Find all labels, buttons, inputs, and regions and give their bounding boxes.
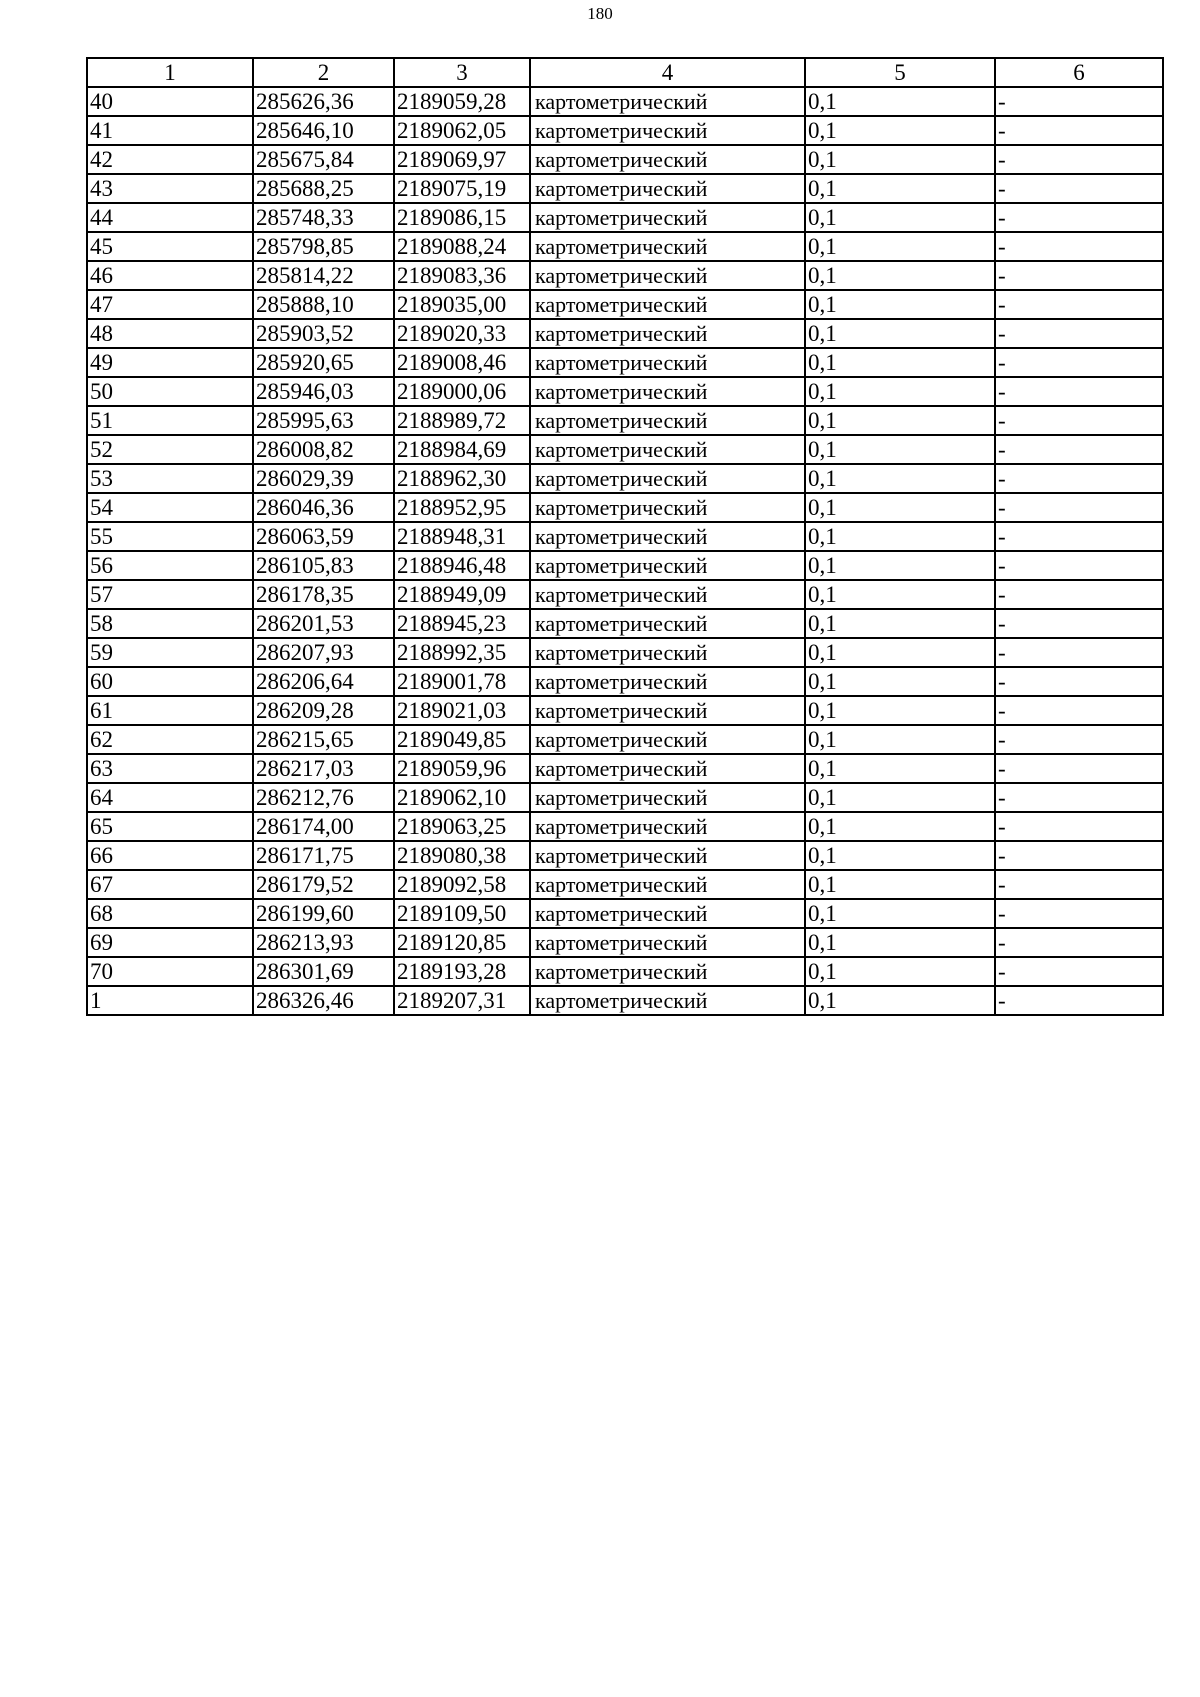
coordinates-table xyxy=(86,57,1164,1016)
cell-point-number: 54 xyxy=(87,493,253,522)
cell-y-coordinate: 2189062,05 xyxy=(394,116,530,145)
cell-note: - xyxy=(995,290,1163,319)
page-number: 180 xyxy=(587,4,613,23)
table-body xyxy=(87,87,1163,1015)
cell-method: картометрический xyxy=(530,464,805,493)
cell-note: - xyxy=(995,812,1163,841)
cell-note: - xyxy=(995,522,1163,551)
cell-method: картометрический xyxy=(530,203,805,232)
table-row xyxy=(87,464,1163,493)
cell-y-coordinate: 2189001,78 xyxy=(394,667,530,696)
cell-note: - xyxy=(995,957,1163,986)
cell-x-coordinate: 286209,28 xyxy=(253,696,394,725)
cell-point-number: 58 xyxy=(87,609,253,638)
cell-y-coordinate: 2189069,97 xyxy=(394,145,530,174)
cell-method: картометрический xyxy=(530,116,805,145)
cell-accuracy: 0,1 xyxy=(805,609,995,638)
cell-y-coordinate: 2189207,31 xyxy=(394,986,530,1015)
cell-y-coordinate: 2188962,30 xyxy=(394,464,530,493)
cell-x-coordinate: 286008,82 xyxy=(253,435,394,464)
cell-y-coordinate: 2189000,06 xyxy=(394,377,530,406)
cell-note: - xyxy=(995,580,1163,609)
cell-note: - xyxy=(995,899,1163,928)
cell-accuracy: 0,1 xyxy=(805,638,995,667)
cell-accuracy: 0,1 xyxy=(805,319,995,348)
cell-y-coordinate: 2189086,15 xyxy=(394,203,530,232)
cell-y-coordinate: 2189063,25 xyxy=(394,812,530,841)
cell-note: - xyxy=(995,696,1163,725)
cell-point-number: 44 xyxy=(87,203,253,232)
cell-accuracy: 0,1 xyxy=(805,899,995,928)
cell-accuracy: 0,1 xyxy=(805,290,995,319)
cell-x-coordinate: 285798,85 xyxy=(253,232,394,261)
cell-y-coordinate: 2189083,36 xyxy=(394,261,530,290)
cell-method: картометрический xyxy=(530,261,805,290)
cell-note: - xyxy=(995,232,1163,261)
cell-x-coordinate: 286215,65 xyxy=(253,725,394,754)
cell-accuracy: 0,1 xyxy=(805,667,995,696)
cell-y-coordinate: 2189020,33 xyxy=(394,319,530,348)
cell-method: картометрический xyxy=(530,899,805,928)
cell-point-number: 53 xyxy=(87,464,253,493)
cell-x-coordinate: 286174,00 xyxy=(253,812,394,841)
cell-point-number: 1 xyxy=(87,986,253,1015)
cell-point-number: 63 xyxy=(87,754,253,783)
cell-accuracy: 0,1 xyxy=(805,986,995,1015)
table-row xyxy=(87,725,1163,754)
cell-x-coordinate: 285903,52 xyxy=(253,319,394,348)
cell-method: картометрический xyxy=(530,609,805,638)
cell-accuracy: 0,1 xyxy=(805,464,995,493)
cell-accuracy: 0,1 xyxy=(805,232,995,261)
table-row xyxy=(87,783,1163,812)
cell-note: - xyxy=(995,609,1163,638)
cell-point-number: 41 xyxy=(87,116,253,145)
cell-point-number: 42 xyxy=(87,145,253,174)
cell-note: - xyxy=(995,551,1163,580)
cell-point-number: 65 xyxy=(87,812,253,841)
cell-x-coordinate: 286199,60 xyxy=(253,899,394,928)
cell-point-number: 60 xyxy=(87,667,253,696)
cell-accuracy: 0,1 xyxy=(805,522,995,551)
table-row xyxy=(87,290,1163,319)
cell-x-coordinate: 285946,03 xyxy=(253,377,394,406)
header-cell-2: 2 xyxy=(253,58,394,87)
cell-method: картометрический xyxy=(530,957,805,986)
cell-method: картометрический xyxy=(530,232,805,261)
table-row xyxy=(87,899,1163,928)
cell-note: - xyxy=(995,928,1163,957)
cell-point-number: 49 xyxy=(87,348,253,377)
header-cell-4: 4 xyxy=(530,58,805,87)
table-row xyxy=(87,841,1163,870)
cell-point-number: 46 xyxy=(87,261,253,290)
cell-note: - xyxy=(995,348,1163,377)
table-row xyxy=(87,696,1163,725)
cell-point-number: 67 xyxy=(87,870,253,899)
table-row xyxy=(87,928,1163,957)
cell-method: картометрический xyxy=(530,522,805,551)
cell-note: - xyxy=(995,377,1163,406)
cell-x-coordinate: 286046,36 xyxy=(253,493,394,522)
table-row xyxy=(87,261,1163,290)
cell-y-coordinate: 2188992,35 xyxy=(394,638,530,667)
cell-x-coordinate: 285675,84 xyxy=(253,145,394,174)
cell-accuracy: 0,1 xyxy=(805,812,995,841)
table-row xyxy=(87,812,1163,841)
cell-x-coordinate: 285814,22 xyxy=(253,261,394,290)
cell-point-number: 69 xyxy=(87,928,253,957)
cell-method: картометрический xyxy=(530,406,805,435)
cell-x-coordinate: 286213,93 xyxy=(253,928,394,957)
cell-x-coordinate: 285688,25 xyxy=(253,174,394,203)
cell-note: - xyxy=(995,725,1163,754)
cell-method: картометрический xyxy=(530,841,805,870)
cell-x-coordinate: 285995,63 xyxy=(253,406,394,435)
cell-y-coordinate: 2189080,38 xyxy=(394,841,530,870)
cell-method: картометрический xyxy=(530,435,805,464)
cell-note: - xyxy=(995,261,1163,290)
cell-y-coordinate: 2188945,23 xyxy=(394,609,530,638)
cell-x-coordinate: 286301,69 xyxy=(253,957,394,986)
table-row xyxy=(87,667,1163,696)
cell-x-coordinate: 285748,33 xyxy=(253,203,394,232)
cell-accuracy: 0,1 xyxy=(805,435,995,464)
table-row xyxy=(87,435,1163,464)
cell-accuracy: 0,1 xyxy=(805,493,995,522)
cell-y-coordinate: 2188946,48 xyxy=(394,551,530,580)
cell-x-coordinate: 286171,75 xyxy=(253,841,394,870)
cell-x-coordinate: 285646,10 xyxy=(253,116,394,145)
header-cell-6: 6 xyxy=(995,58,1163,87)
cell-y-coordinate: 2188952,95 xyxy=(394,493,530,522)
cell-accuracy: 0,1 xyxy=(805,870,995,899)
cell-accuracy: 0,1 xyxy=(805,377,995,406)
cell-x-coordinate: 286212,76 xyxy=(253,783,394,812)
table-row xyxy=(87,174,1163,203)
cell-accuracy: 0,1 xyxy=(805,145,995,174)
cell-point-number: 56 xyxy=(87,551,253,580)
cell-point-number: 64 xyxy=(87,783,253,812)
cell-note: - xyxy=(995,319,1163,348)
cell-y-coordinate: 2189035,00 xyxy=(394,290,530,319)
cell-accuracy: 0,1 xyxy=(805,87,995,116)
cell-note: - xyxy=(995,841,1163,870)
cell-method: картометрический xyxy=(530,986,805,1015)
cell-method: картометрический xyxy=(530,551,805,580)
header-row xyxy=(87,58,1163,87)
table-row xyxy=(87,986,1163,1015)
cell-note: - xyxy=(995,116,1163,145)
cell-x-coordinate: 286178,35 xyxy=(253,580,394,609)
cell-accuracy: 0,1 xyxy=(805,754,995,783)
cell-accuracy: 0,1 xyxy=(805,783,995,812)
cell-method: картометрический xyxy=(530,580,805,609)
cell-accuracy: 0,1 xyxy=(805,174,995,203)
cell-y-coordinate: 2189021,03 xyxy=(394,696,530,725)
cell-x-coordinate: 286326,46 xyxy=(253,986,394,1015)
cell-point-number: 66 xyxy=(87,841,253,870)
cell-accuracy: 0,1 xyxy=(805,841,995,870)
cell-method: картометрический xyxy=(530,493,805,522)
cell-method: картометрический xyxy=(530,348,805,377)
cell-note: - xyxy=(995,493,1163,522)
cell-method: картометрический xyxy=(530,725,805,754)
cell-point-number: 50 xyxy=(87,377,253,406)
header-cell-3: 3 xyxy=(394,58,530,87)
cell-accuracy: 0,1 xyxy=(805,725,995,754)
cell-accuracy: 0,1 xyxy=(805,348,995,377)
cell-y-coordinate: 2189062,10 xyxy=(394,783,530,812)
table-row xyxy=(87,609,1163,638)
table-row xyxy=(87,145,1163,174)
table-row xyxy=(87,522,1163,551)
table-row xyxy=(87,116,1163,145)
cell-point-number: 45 xyxy=(87,232,253,261)
cell-y-coordinate: 2189092,58 xyxy=(394,870,530,899)
table-row xyxy=(87,348,1163,377)
cell-method: картометрический xyxy=(530,290,805,319)
cell-point-number: 62 xyxy=(87,725,253,754)
cell-point-number: 59 xyxy=(87,638,253,667)
table-row xyxy=(87,203,1163,232)
cell-note: - xyxy=(995,986,1163,1015)
table-row xyxy=(87,754,1163,783)
cell-x-coordinate: 286179,52 xyxy=(253,870,394,899)
table-row xyxy=(87,870,1163,899)
cell-note: - xyxy=(995,145,1163,174)
cell-method: картометрический xyxy=(530,754,805,783)
table-row xyxy=(87,580,1163,609)
cell-y-coordinate: 2188984,69 xyxy=(394,435,530,464)
table-row xyxy=(87,406,1163,435)
cell-x-coordinate: 285888,10 xyxy=(253,290,394,319)
cell-point-number: 47 xyxy=(87,290,253,319)
table-row xyxy=(87,638,1163,667)
table-row xyxy=(87,493,1163,522)
cell-accuracy: 0,1 xyxy=(805,580,995,609)
cell-accuracy: 0,1 xyxy=(805,406,995,435)
cell-method: картометрический xyxy=(530,696,805,725)
cell-y-coordinate: 2189008,46 xyxy=(394,348,530,377)
cell-point-number: 68 xyxy=(87,899,253,928)
cell-x-coordinate: 286105,83 xyxy=(253,551,394,580)
cell-note: - xyxy=(995,870,1163,899)
cell-note: - xyxy=(995,87,1163,116)
cell-method: картометрический xyxy=(530,783,805,812)
cell-accuracy: 0,1 xyxy=(805,203,995,232)
cell-method: картометрический xyxy=(530,87,805,116)
cell-note: - xyxy=(995,667,1163,696)
cell-point-number: 57 xyxy=(87,580,253,609)
cell-point-number: 55 xyxy=(87,522,253,551)
table-row xyxy=(87,957,1163,986)
cell-point-number: 51 xyxy=(87,406,253,435)
cell-note: - xyxy=(995,203,1163,232)
cell-accuracy: 0,1 xyxy=(805,261,995,290)
cell-method: картометрический xyxy=(530,812,805,841)
cell-method: картометрический xyxy=(530,667,805,696)
cell-point-number: 43 xyxy=(87,174,253,203)
cell-x-coordinate: 286217,03 xyxy=(253,754,394,783)
cell-method: картометрический xyxy=(530,145,805,174)
cell-point-number: 61 xyxy=(87,696,253,725)
cell-method: картометрический xyxy=(530,319,805,348)
cell-note: - xyxy=(995,754,1163,783)
cell-note: - xyxy=(995,783,1163,812)
cell-point-number: 40 xyxy=(87,87,253,116)
header-cell-5: 5 xyxy=(805,58,995,87)
table-row xyxy=(87,232,1163,261)
cell-accuracy: 0,1 xyxy=(805,957,995,986)
cell-method: картометрический xyxy=(530,638,805,667)
cell-note: - xyxy=(995,406,1163,435)
cell-note: - xyxy=(995,638,1163,667)
cell-x-coordinate: 286206,64 xyxy=(253,667,394,696)
cell-point-number: 52 xyxy=(87,435,253,464)
cell-method: картометрический xyxy=(530,928,805,957)
cell-accuracy: 0,1 xyxy=(805,116,995,145)
cell-y-coordinate: 2189120,85 xyxy=(394,928,530,957)
table-row xyxy=(87,551,1163,580)
cell-method: картометрический xyxy=(530,174,805,203)
cell-note: - xyxy=(995,174,1163,203)
cell-y-coordinate: 2188948,31 xyxy=(394,522,530,551)
cell-y-coordinate: 2189075,19 xyxy=(394,174,530,203)
cell-point-number: 48 xyxy=(87,319,253,348)
cell-note: - xyxy=(995,464,1163,493)
cell-y-coordinate: 2189059,96 xyxy=(394,754,530,783)
table-row xyxy=(87,87,1163,116)
cell-y-coordinate: 2189059,28 xyxy=(394,87,530,116)
cell-method: картометрический xyxy=(530,377,805,406)
cell-x-coordinate: 286063,59 xyxy=(253,522,394,551)
cell-x-coordinate: 286201,53 xyxy=(253,609,394,638)
cell-accuracy: 0,1 xyxy=(805,696,995,725)
cell-y-coordinate: 2188949,09 xyxy=(394,580,530,609)
cell-y-coordinate: 2189049,85 xyxy=(394,725,530,754)
cell-y-coordinate: 2188989,72 xyxy=(394,406,530,435)
cell-accuracy: 0,1 xyxy=(805,551,995,580)
cell-note: - xyxy=(995,435,1163,464)
table-row xyxy=(87,377,1163,406)
table-row xyxy=(87,319,1163,348)
cell-point-number: 70 xyxy=(87,957,253,986)
cell-x-coordinate: 286207,93 xyxy=(253,638,394,667)
cell-x-coordinate: 285626,36 xyxy=(253,87,394,116)
cell-y-coordinate: 2189109,50 xyxy=(394,899,530,928)
cell-x-coordinate: 285920,65 xyxy=(253,348,394,377)
cell-x-coordinate: 286029,39 xyxy=(253,464,394,493)
header-cell-1: 1 xyxy=(87,58,253,87)
cell-y-coordinate: 2189088,24 xyxy=(394,232,530,261)
cell-accuracy: 0,1 xyxy=(805,928,995,957)
cell-y-coordinate: 2189193,28 xyxy=(394,957,530,986)
cell-method: картометрический xyxy=(530,870,805,899)
